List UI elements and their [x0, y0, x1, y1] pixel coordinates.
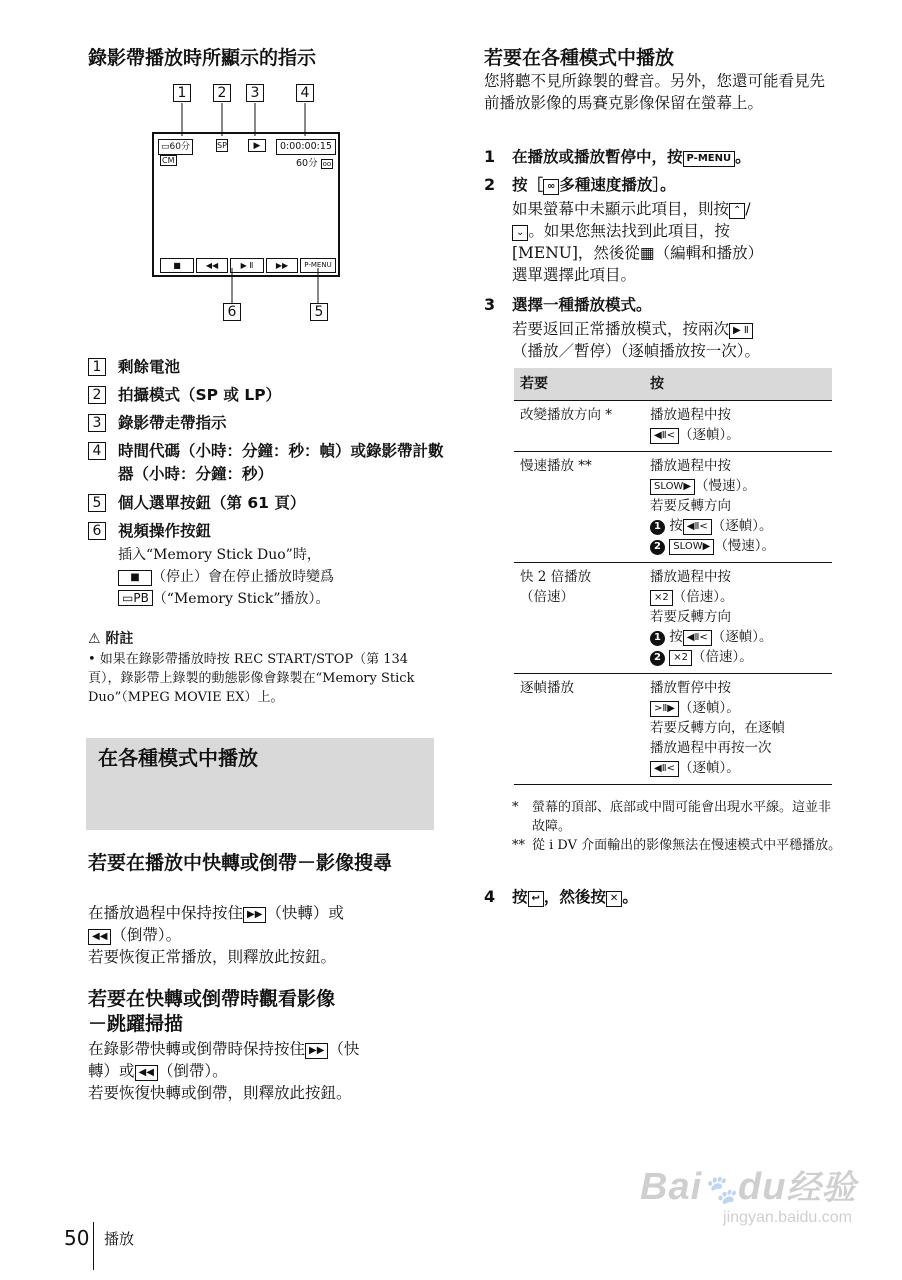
- table-cell-press: [644, 452, 832, 563]
- timecode: 0:00:00:15: [276, 139, 336, 155]
- baidu-watermark: Bai🐾du经验 jingyan.baidu.com: [640, 1166, 857, 1226]
- footnotes: [512, 798, 842, 855]
- sec1-title: 若要在播放中快轉或倒帶－影像搜尋: [88, 852, 393, 874]
- callout-3: 3: [246, 84, 264, 102]
- step-2-body: 如果螢幕中未顯示此項目，則按 ⌃ / ⌄ 。如果您無法找到此項目，按 [MENU]，然後從▦（編輯和播放） 選單選擇此項目。: [512, 200, 764, 284]
- button-icon: ◀Ⅱ<: [650, 761, 679, 777]
- legend-number: 3: [88, 414, 106, 432]
- table-header-press: 按: [644, 368, 832, 401]
- button-icon: ◀Ⅱ<: [683, 519, 712, 535]
- legend-text: 剩餘電池: [118, 358, 181, 376]
- return-icon: ↩: [528, 891, 544, 907]
- fast-forward-button[interactable]: ▶▶: [266, 258, 298, 273]
- play-pause-icon: ▶ Ⅱ: [729, 323, 753, 339]
- step-3-number: 3: [484, 295, 496, 314]
- table-row: [514, 674, 832, 785]
- callout-1: 1: [173, 84, 191, 102]
- callout-2: 2: [213, 84, 231, 102]
- edit-play-menu-icon: ▦: [639, 244, 655, 262]
- instruction-line: 播放過程中再按一次: [650, 740, 772, 756]
- goal-text: 快 2 倍播放: [520, 569, 592, 585]
- instruction-line: SLOW▶ （慢速）。: [650, 476, 832, 496]
- button-icon: ◀Ⅱ<: [683, 630, 712, 646]
- legend-6-line-2: ■ （停止）會在停止播放時變爲: [118, 566, 438, 588]
- button-icon: ×2: [669, 650, 692, 666]
- instruction-line: ◀Ⅱ< （逐幀）。: [650, 425, 832, 445]
- table-cell-goal: [514, 452, 644, 563]
- tape-transport-icon: ▶: [248, 139, 266, 152]
- close-icon: ✕: [606, 891, 622, 907]
- instruction-line: 若要反轉方向: [650, 498, 731, 514]
- footer-section: 播放: [104, 1230, 135, 1248]
- step-circle-2: 2: [650, 540, 665, 555]
- table-cell-goal: [514, 401, 644, 452]
- instruction-line: 2 ×2 （倍速）。: [650, 647, 832, 667]
- footnote-2: ** 從 i DV 介面輸出的影像無法在慢速模式中平穩播放。: [512, 838, 842, 853]
- table-row: [514, 452, 832, 563]
- right-intro: 您將聽不見所錄製的聲音。另外，您還可能看見先前播放影像的馬賽克影像保留在螢幕上。: [484, 72, 826, 112]
- table-cell-press: [644, 401, 832, 452]
- fast-forward-icon: ▶▶: [305, 1043, 328, 1059]
- legend-number: 6: [88, 522, 106, 540]
- instruction-line: 若要反轉方向: [650, 609, 731, 625]
- step-circle-1: 1: [650, 631, 665, 646]
- instruction-line: 1 按 ◀Ⅱ< （逐幀）。: [650, 516, 832, 536]
- legend-6-description: [118, 544, 438, 610]
- tape-remaining: 60分 oo: [296, 158, 332, 169]
- instruction-line: 播放暫停中按: [650, 680, 731, 696]
- note-title: 附註: [105, 631, 134, 647]
- table-cell-press: [644, 674, 832, 785]
- instruction-line: ◀Ⅱ< （逐幀）。: [650, 758, 832, 778]
- callout-4: 4: [296, 84, 314, 102]
- callout-5: 5: [310, 303, 328, 321]
- paw-icon: 🐾: [702, 1174, 739, 1205]
- p-menu-icon: P-MENU: [683, 151, 736, 167]
- legend-text: 拍攝模式（SP 或 LP）: [118, 386, 282, 404]
- scroll-down-icon: ⌄: [512, 225, 528, 241]
- diagram-title: 錄影帶播放時所顯示的指示: [88, 47, 317, 69]
- button-icon: SLOW▶: [650, 479, 695, 495]
- step-4-number: 4: [484, 887, 496, 906]
- instruction-line: 2 SLOW▶ （慢速）。: [650, 536, 832, 556]
- lcd-screen: [152, 132, 340, 277]
- stop-icon: ■: [118, 570, 152, 586]
- table-cell-goal: [514, 674, 644, 785]
- fast-forward-icon: ▶▶: [243, 907, 266, 923]
- cm-icon: CM: [162, 156, 175, 165]
- step-circle-2: 2: [650, 651, 665, 666]
- play-pause-button[interactable]: ▶ Ⅱ: [230, 258, 264, 273]
- rewind-button[interactable]: ◀◀: [196, 258, 228, 273]
- legend-text: 視頻操作按鈕: [118, 522, 212, 540]
- button-icon: ×2: [650, 590, 673, 606]
- step-2-text: 按［ ∞ 多種速度播放］。: [512, 176, 676, 194]
- legend-number: 4: [88, 442, 106, 460]
- legend-number: 1: [88, 358, 106, 376]
- step-1-text: 在播放或播放暫停中，按 P-MENU 。: [512, 148, 751, 166]
- callout-6: 6: [223, 303, 241, 321]
- goal-text: （倍速）: [520, 589, 574, 605]
- scroll-up-icon: ⌃: [729, 203, 745, 219]
- instruction-line: >Ⅱ▶ （逐幀）。: [650, 698, 832, 718]
- footer-divider: [93, 1222, 94, 1270]
- playback-mode-table: [514, 368, 832, 785]
- recording-mode-icon: SP: [217, 141, 227, 150]
- goal-text: 逐幀播放: [520, 680, 574, 696]
- legend-text: 錄影帶走帶指示: [118, 414, 227, 432]
- battery-indicator: ▭60分: [158, 139, 193, 155]
- table-header-goal: 若要: [514, 368, 644, 401]
- table-row: [514, 401, 832, 452]
- battery-remaining: 60分: [169, 142, 190, 152]
- note-icon: ⚠: [88, 631, 101, 647]
- step-4-text: 按 ↩ ，然後按 ✕ 。: [512, 888, 638, 906]
- section-banner-title: 在各種模式中播放: [98, 746, 258, 770]
- step-2-number: 2: [484, 175, 496, 194]
- right-title: 若要在各種模式中播放: [484, 47, 675, 69]
- section-banner: [86, 738, 434, 830]
- legend-text: 時間代碼（小時：分鐘：秒：幀）或錄影帶計數器（小時：分鐘：秒）: [118, 442, 444, 483]
- legend-number: 2: [88, 386, 106, 404]
- legend-6-line-3: ▭PB （“Memory Stick”播放）。: [118, 588, 438, 610]
- legend-6-line-1: 插入“Memory Stick Duo”時，: [118, 547, 321, 563]
- instruction-line: 若要反轉方向，在逐幀: [650, 720, 785, 736]
- button-icon: >Ⅱ▶: [650, 701, 679, 717]
- goal-text: 改變播放方向 *: [520, 407, 613, 423]
- instruction-line: ×2 （倍速）。: [650, 587, 832, 607]
- instruction-line: 播放過程中按: [650, 569, 731, 585]
- rewind-icon: ◀◀: [135, 1065, 158, 1081]
- instruction-line: 1 按 ◀Ⅱ< （逐幀）。: [650, 627, 832, 647]
- rewind-icon: ◀◀: [88, 929, 111, 945]
- sec2-title: 若要在快轉或倒帶時觀看影像 －跳躍掃描: [88, 988, 336, 1035]
- button-icon: SLOW▶: [669, 539, 714, 555]
- step-circle-1: 1: [650, 520, 665, 535]
- multi-speed-icon: ∞: [543, 179, 559, 195]
- step-1-number: 1: [484, 147, 496, 166]
- legend-number: 5: [88, 494, 106, 512]
- instruction-line: 播放過程中按: [650, 458, 731, 474]
- page-number: 50: [64, 1226, 90, 1250]
- button-icon: ◀Ⅱ<: [650, 428, 679, 444]
- legend-text: 個人選單按鈕（第 61 頁）: [118, 494, 306, 512]
- goal-text: 慢速播放 **: [520, 458, 592, 474]
- table-cell-press: [644, 563, 832, 674]
- stop-button[interactable]: ■: [160, 258, 194, 273]
- video-control-bar: [160, 258, 336, 273]
- step-3-text: 選擇一種播放模式。: [512, 296, 652, 314]
- memory-stick-pb-icon: ▭PB: [118, 590, 153, 606]
- note-text: • 如果在錄影帶播放時按 REC START/STOP（第 134 頁），錄影帶上錄製的動態影像會錄製在“Memory Stick Duo”（MPEG MOVIE EX）上。: [88, 652, 415, 705]
- table-row: [514, 563, 832, 674]
- instruction-line: 播放過程中按: [650, 407, 731, 423]
- footnote-1: * 螢幕的頂部、底部或中間可能會出現水平線。這並非故障。: [512, 800, 832, 834]
- step-3-body: 若要返回正常播放模式，按兩次 ▶ Ⅱ （播放／暫停）（逐幀播放按一次）。: [512, 320, 761, 360]
- note-header: [88, 628, 133, 648]
- p-menu-button[interactable]: P-MENU: [300, 258, 336, 273]
- table-cell-goal: [514, 563, 644, 674]
- sec2-body: 在錄影帶快轉或倒帶時保持按住 ▶▶ （快 轉）或 ◀◀ （倒帶）。 若要恢復快轉或倒帶，則釋放此按鈕。: [88, 1040, 360, 1102]
- sec1-body: 在播放過程中保持按住 ▶▶ （快轉）或 ◀◀ （倒帶）。 若要恢復正常播放，則釋放此按鈕。: [88, 904, 344, 966]
